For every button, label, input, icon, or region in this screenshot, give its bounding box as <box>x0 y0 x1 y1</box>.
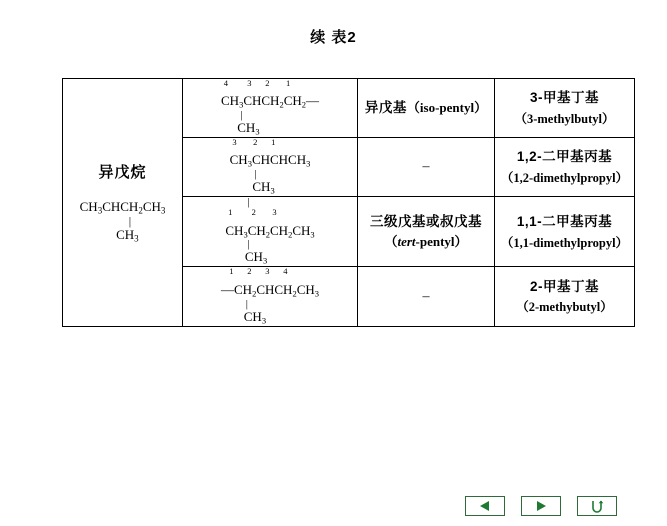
iupac-name-cell-3 <box>495 197 635 267</box>
iupac-name-en-4: （2-methybutyl） <box>516 300 613 315</box>
parent-structure-main: $CH_3CHCH_2CH_3$ <box>79 199 166 216</box>
parent-alkane-cell <box>63 79 183 327</box>
common-name-cn-1: 异戊基 <box>364 100 407 116</box>
next-page-button[interactable] <box>521 496 561 516</box>
structure-cell-1 <box>183 79 358 138</box>
iupac-name-en-2: （1,2-dimethylpropyl） <box>500 171 629 186</box>
structure-bond-4: | <box>221 297 248 310</box>
structure-bond-1: | <box>221 109 243 122</box>
structure-top-bond-3: | <box>225 196 250 209</box>
parent-structure-bond: | <box>113 214 132 229</box>
iupac-name-3 <box>495 205 634 259</box>
common-name-4: – <box>422 288 430 304</box>
structure-bond-2: | <box>229 168 257 181</box>
iupac-name-4 <box>495 270 634 324</box>
common-name-cn-3: 三级戊基或叔戊基 <box>370 213 482 229</box>
left-triangle-icon <box>478 500 492 512</box>
structure-bond-3: | <box>225 238 250 251</box>
structure-main-2: $CH_3CHCHCH_3$ <box>229 152 311 169</box>
iupac-name-cn-2: 1,2-二甲基丙基 <box>516 149 613 165</box>
structure-formula-1 <box>221 79 319 137</box>
structure-table-wrapper <box>62 78 634 327</box>
structure-formula-4 <box>221 267 319 325</box>
return-button[interactable] <box>577 496 617 516</box>
parent-alkane-name: 异戊烷 <box>98 164 147 182</box>
structure-numbers-2: $^3$ $^2$ $^1$ <box>232 137 276 148</box>
common-name-cell-4 <box>358 267 495 326</box>
iupac-name-en-3: （1,1-dimethylpropyl） <box>500 235 629 250</box>
structure-main-3: $CH_3CH_2CH_2CH_3$ <box>225 222 315 240</box>
common-name-1 <box>358 89 494 127</box>
iupac-name-cell-4 <box>495 267 635 326</box>
structure-formula-3 <box>225 197 314 266</box>
parent-alkane-structure <box>63 200 182 243</box>
table-row <box>63 79 635 138</box>
iupac-name-cn-3: 1,1-二甲基丙基 <box>516 214 613 230</box>
navigation-bar[interactable] <box>465 496 617 516</box>
prev-page-button[interactable] <box>465 496 505 516</box>
page-title: 续 表2 <box>310 29 357 46</box>
common-name-cell-3 <box>358 197 495 267</box>
structure-table <box>62 78 635 327</box>
iupac-name-en-1: （3-methylbutyl） <box>514 111 615 126</box>
common-name-3 <box>358 205 494 259</box>
common-name-2: – <box>422 159 430 175</box>
structure-numbers-1: $^4$ $^3$ $^2$ $^1$ <box>223 78 291 88</box>
common-name-en-3: （tert-pentyl） <box>384 234 468 250</box>
iupac-name-2 <box>495 140 634 194</box>
iupac-name-cn-1: 3-甲基丁基 <box>529 90 599 106</box>
structure-main-1: $CH_3CHCH_2CH_2—$ <box>221 93 319 110</box>
structure-cell-4 <box>183 267 358 326</box>
parent-structure-branch: $CH_3$ <box>106 226 139 244</box>
iupac-name-cn-4: 2-甲基丁基 <box>529 278 599 294</box>
structure-numbers-3: $^1$ $^2$ $^3$ <box>228 207 277 218</box>
iupac-name-cell-2 <box>495 138 635 197</box>
structure-cell-2 <box>183 138 358 197</box>
return-arrow-icon <box>590 500 604 513</box>
common-name-en-1: （iso-pentyl） <box>406 100 488 116</box>
structure-branch-1: $CH_3$ <box>221 120 260 137</box>
structure-branch-4: $CH_3$ <box>221 308 267 326</box>
structure-numbers-4: $^1$ $^2$ $^3$ $^4$ <box>229 266 288 277</box>
structure-main-4: $—CH_2CHCH_2CH_3$ <box>221 281 319 299</box>
iupac-name-cell-1 <box>495 79 635 138</box>
structure-cell-3 <box>183 197 358 267</box>
structure-formula-2 <box>230 138 311 196</box>
iupac-name-1 <box>495 81 634 135</box>
structure-branch-3: $CH_3$ <box>225 249 268 267</box>
structure-branch-2: $CH_3$ <box>229 179 275 196</box>
common-name-cell-1 <box>358 79 495 138</box>
right-triangle-icon <box>534 500 548 512</box>
common-name-cell-2 <box>358 138 495 197</box>
